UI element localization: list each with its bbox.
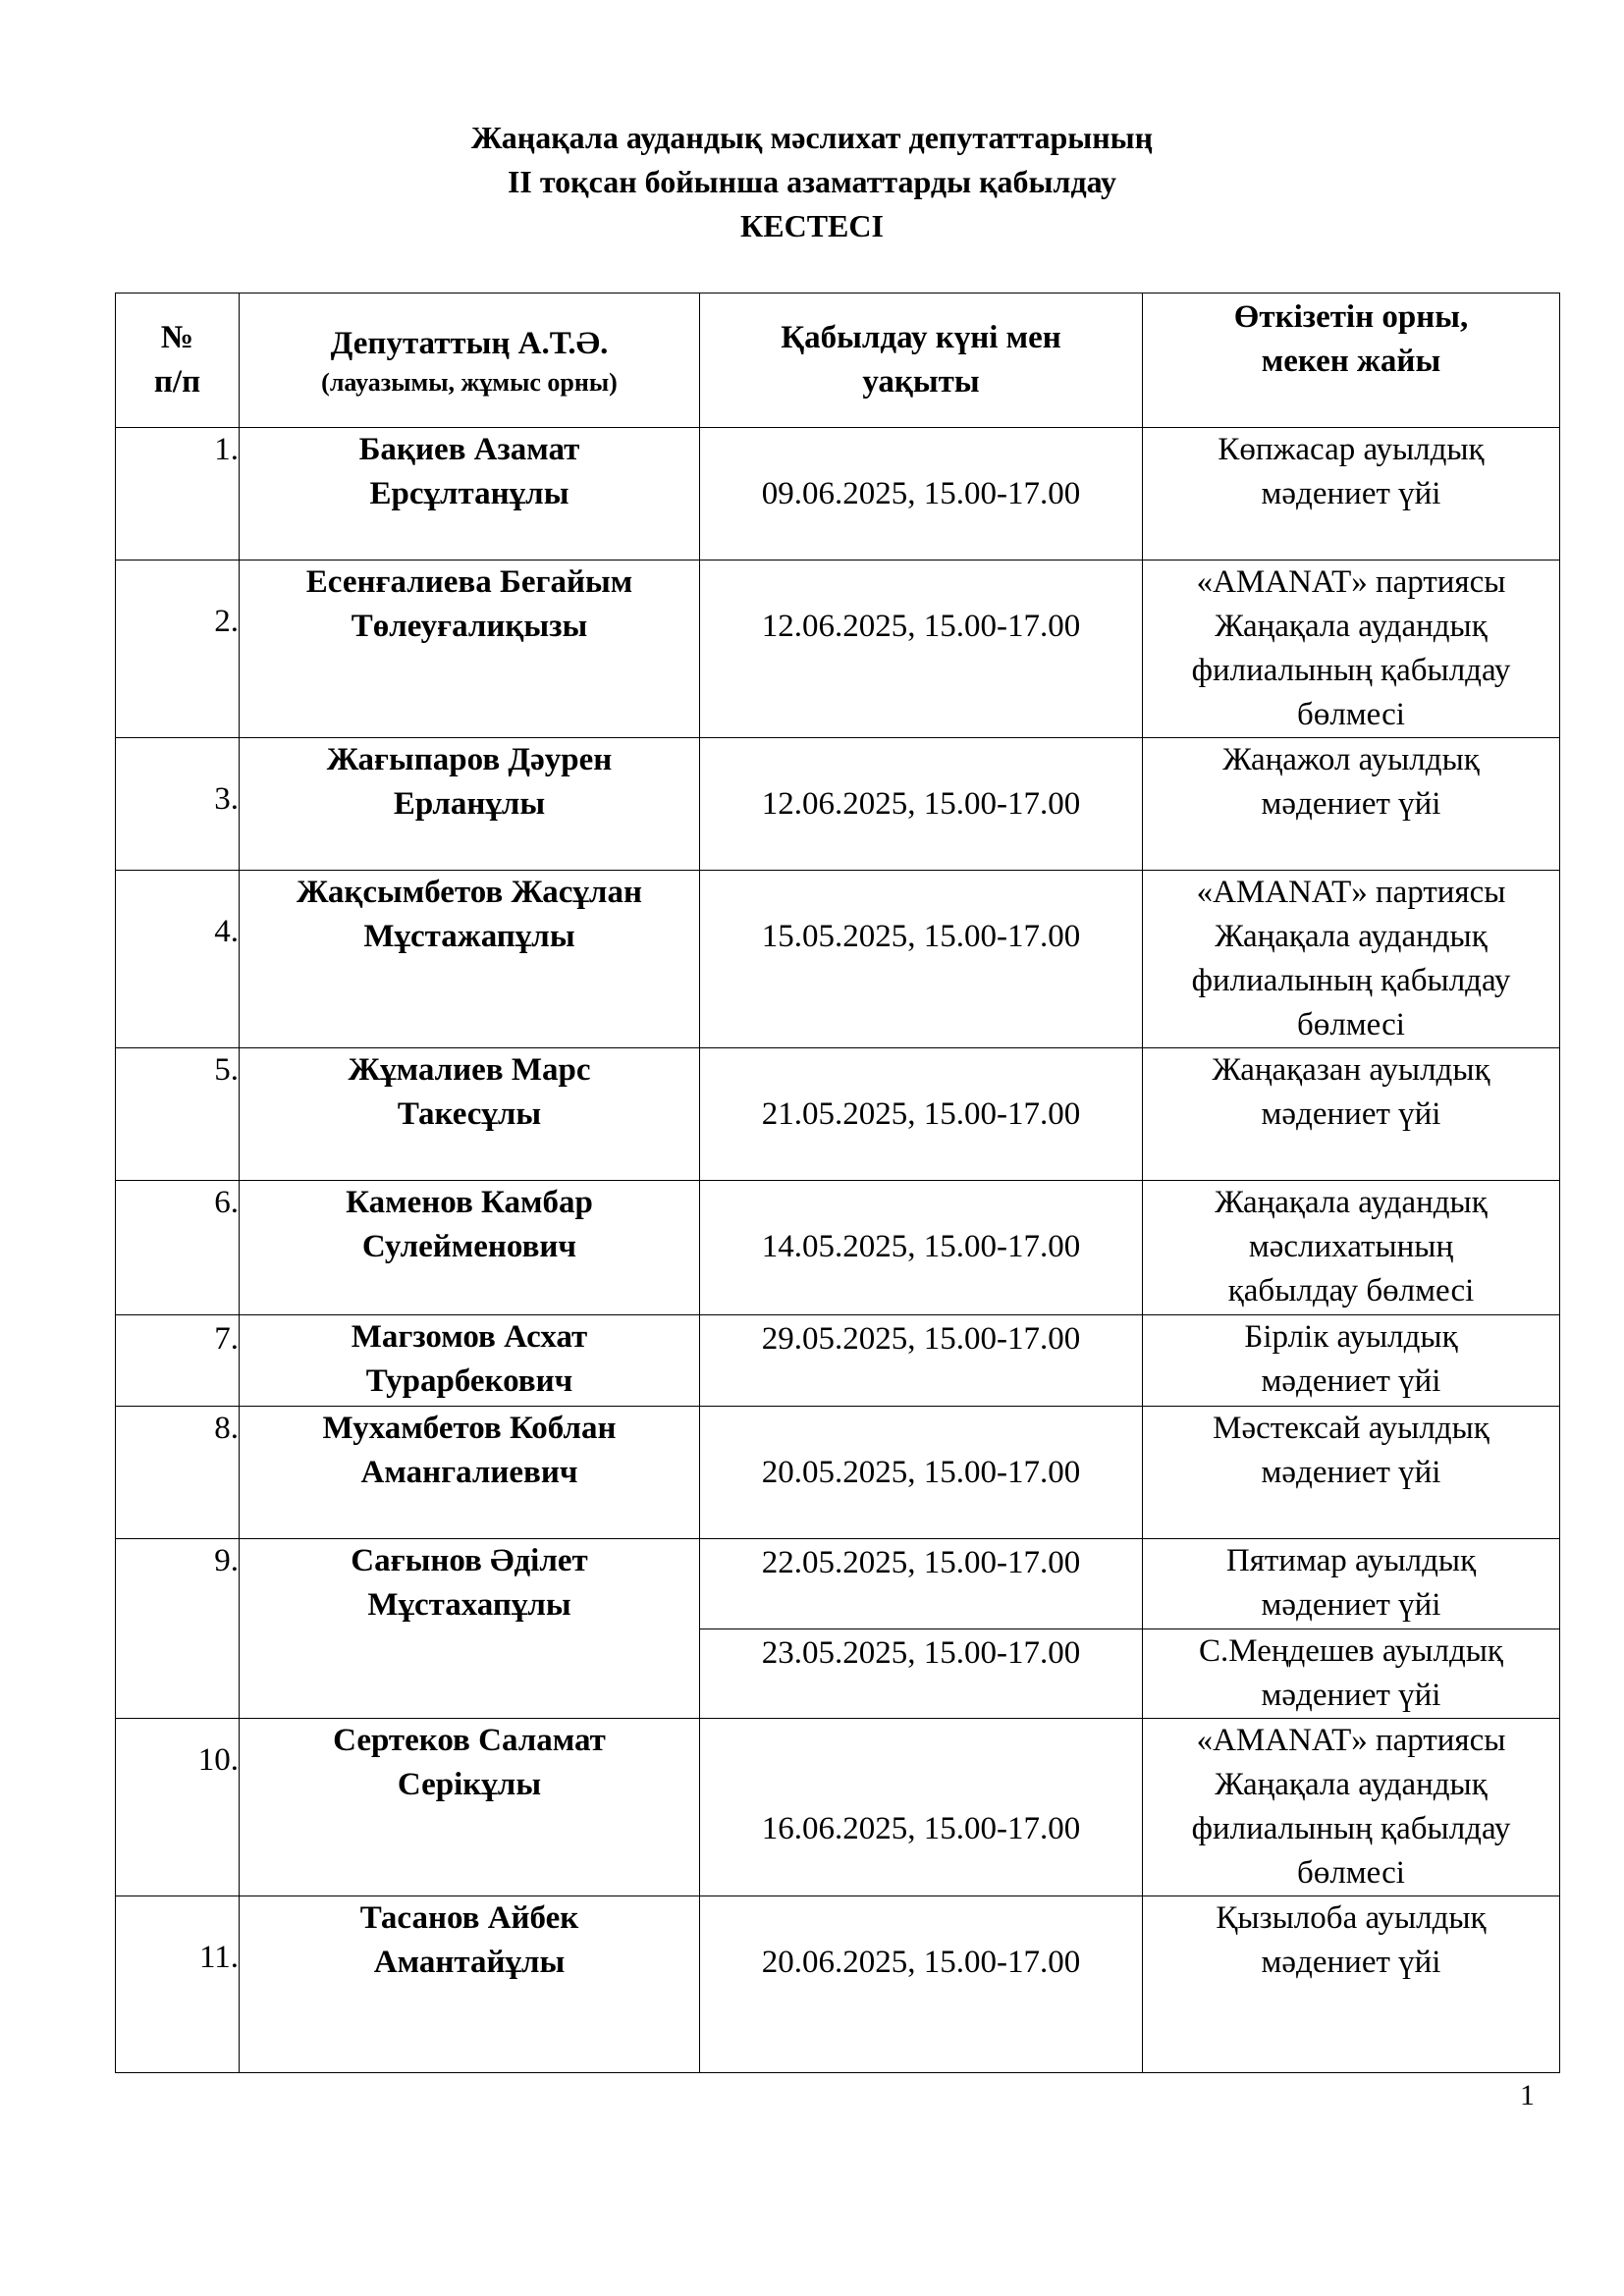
table-row xyxy=(116,1048,1560,1181)
table-row xyxy=(116,871,1560,1048)
deputy-name: Каменов Камбар Сулейменович xyxy=(240,1181,700,1315)
reception-place: Бірлік ауылдық мәдениет үйі xyxy=(1143,1315,1560,1407)
reception-date: 14.05.2025, 15.00-17.00 xyxy=(700,1181,1143,1315)
title-line-1: Жаңақала аудандық мәслихат депутаттарының xyxy=(470,120,1154,155)
reception-date: 22.05.2025, 15.00-17.00 xyxy=(700,1539,1143,1629)
deputy-name: Жақсымбетов Жасұлан Мұстажапұлы xyxy=(240,871,700,1048)
table-row xyxy=(116,1181,1560,1315)
row-number: 7. xyxy=(116,1315,240,1407)
reception-place: «AMANAT» партиясы Жаңақала аудандық филиалының қабылдау бөлмесі xyxy=(1143,561,1560,738)
page-number: 1 xyxy=(1520,2079,1535,2111)
row-number: 10. xyxy=(116,1719,240,1896)
reception-date: 20.05.2025, 15.00-17.00 xyxy=(700,1407,1143,1539)
reception-date: 16.06.2025, 15.00-17.00 xyxy=(700,1719,1143,1896)
row-number: 6. xyxy=(116,1181,240,1315)
row-number: 2. xyxy=(116,561,240,738)
document-title xyxy=(0,116,1624,248)
reception-place: «AMANAT» партиясы Жаңақала аудандық филиалының қабылдау бөлмесі xyxy=(1143,871,1560,1048)
row-number: 11. xyxy=(116,1896,240,2073)
deputy-name: Жағыпаров Дәурен Ерланұлы xyxy=(240,738,700,871)
deputy-name: Есенғалиева Бегайым Төлеуғалиқызы xyxy=(240,561,700,738)
reception-date: 15.05.2025, 15.00-17.00 xyxy=(700,871,1143,1048)
row-number: 5. xyxy=(116,1048,240,1181)
reception-date: 09.06.2025, 15.00-17.00 xyxy=(700,428,1143,561)
reception-place: Көпжасар ауылдық мәдениет үйі xyxy=(1143,428,1560,561)
reception-date-second: 23.05.2025, 15.00-17.00 xyxy=(700,1629,1143,1719)
reception-place: Мәстексай ауылдық мәдениет үйі xyxy=(1143,1407,1560,1539)
reception-date: 12.06.2025, 15.00-17.00 xyxy=(700,561,1143,738)
deputy-name: Сертеков Саламат Серікұлы xyxy=(240,1719,700,1896)
table-row xyxy=(116,1719,1560,1896)
row-number: 4. xyxy=(116,871,240,1048)
header-name: Депутаттың А.Т.Ә. (лауазымы, жұмыс орны) xyxy=(240,294,700,428)
deputy-name: Бақиев Азамат Ерсұлтанұлы xyxy=(240,428,700,561)
row-number: 3. xyxy=(116,738,240,871)
deputy-name: Мухамбетов Коблан Амангалиевич xyxy=(240,1407,700,1539)
table-row xyxy=(116,1407,1560,1539)
reception-date: 21.05.2025, 15.00-17.00 xyxy=(700,1048,1143,1181)
table-row xyxy=(116,561,1560,738)
reception-date: 20.06.2025, 15.00-17.00 xyxy=(700,1896,1143,2073)
reception-place: «AMANAT» партиясы Жаңақала аудандық филиалының қабылдау бөлмесі xyxy=(1143,1719,1560,1896)
title-line-3: КЕСТЕСІ xyxy=(740,208,884,243)
table-row xyxy=(116,1539,1560,1629)
table-row xyxy=(116,428,1560,561)
table-row xyxy=(116,1315,1560,1407)
reception-date: 12.06.2025, 15.00-17.00 xyxy=(700,738,1143,871)
table-row xyxy=(116,738,1560,871)
deputy-name: Жұмалиев Марс Такесұлы xyxy=(240,1048,700,1181)
reception-place: Жаңақала аудандық мәслихатының қабылдау бөлмесі xyxy=(1143,1181,1560,1315)
header-date: Қабылдау күні мен уақыты xyxy=(700,294,1143,428)
deputy-name: Сағынов Әділет Мұстахапұлы xyxy=(240,1539,700,1719)
reception-date: 29.05.2025, 15.00-17.00 xyxy=(700,1315,1143,1407)
row-number: 9. xyxy=(116,1539,240,1719)
header-place: Өткізетін орны, мекен жайы xyxy=(1143,294,1560,428)
deputy-name: Магзомов Асхат Турарбекович xyxy=(240,1315,700,1407)
table-row xyxy=(116,1896,1560,2073)
header-row xyxy=(116,294,1560,428)
deputy-name: Тасанов Айбек Амантайұлы xyxy=(240,1896,700,2073)
reception-place: Қызылоба ауылдық мәдениет үйі xyxy=(1143,1896,1560,2073)
reception-place-second: С.Меңдешев ауылдық мәдениет үйі xyxy=(1143,1629,1560,1719)
reception-place: Жаңақазан ауылдық мәдениет үйі xyxy=(1143,1048,1560,1181)
row-number: 1. xyxy=(116,428,240,561)
reception-place: Жаңажол ауылдық мәдениет үйі xyxy=(1143,738,1560,871)
schedule-table xyxy=(115,293,1560,2073)
title-line-2: ІІ тоқсан бойынша азаматтарды қабылдау xyxy=(507,164,1117,199)
row-number: 8. xyxy=(116,1407,240,1539)
reception-place: Пятимар ауылдық мәдениет үйі xyxy=(1143,1539,1560,1629)
header-num: № п/п xyxy=(116,294,240,428)
